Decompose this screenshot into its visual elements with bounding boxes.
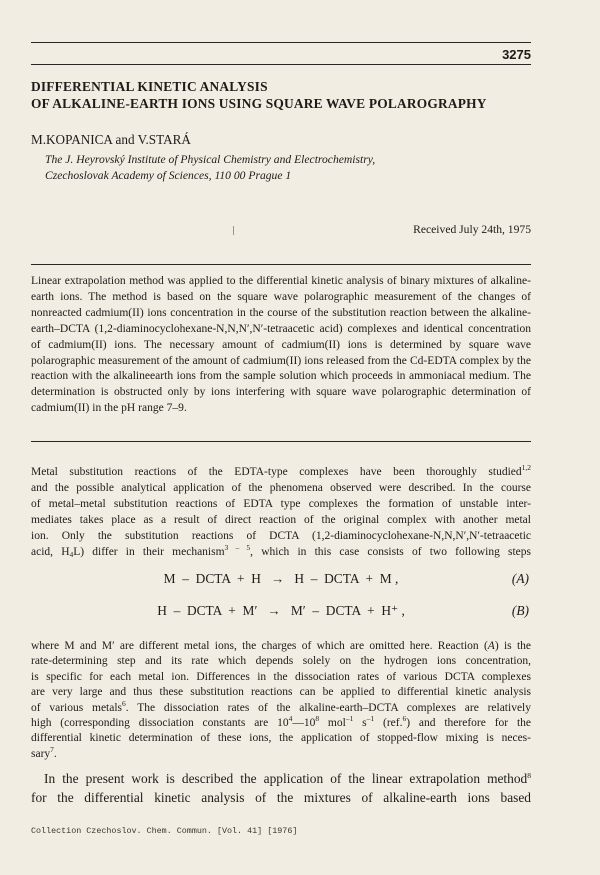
equation-b [31,603,531,621]
article-title [31,78,551,112]
p3-line: for the differential kinetic analysis of the mixtures of alkaline-earth ions based [31,790,531,805]
p2-line: high (corresponding dissociation constants are $10^4—10^8$ mol$^{-1}$ $s^{-1}$ (ref.$^6$) and therefore for the [31,714,532,730]
print-mark [233,226,234,235]
p2-line: differential kinetic determination of these ions, the application of stopped-flow mixing is neces- [31,732,531,745]
body-paragraph-1 [31,465,531,560]
p3-line: In the present work is described the application of the linear extrapolation method$^8$ [44,771,531,786]
p2-line: where M and M′ are different metal ions, the charges of which are omitted here. Reaction (A) is the [31,640,531,652]
p1-line: mediates takes place as a result of direct reaction of the original complex with another metal [31,513,531,526]
abstract: Linear extrapolation method was applied to the differential kinetic analysis of binary mixtures of alkaline-earth ions. The method is based on the square wave polarographic measurement of the changes of nonreacted cadmium(II) ions concentration in the course of the substitution reaction between the alkaline-earth–DCTA (1,2-diaminocyclohexane-N,N,N′,N′-tetraacetic acid) complexes and identical concentration of cadmium(II) ions. The necessary amount of cadmium(II) ions is determined by square wave polarographic measurement of the amount of cadmium(II) ions released from the Cd-EDTA complex by the reaction with the alkalineearth ions from the sample solution which proceeds in ammoniacal medium. The determination is obstructed only by ions interfering with square wave polarographic determination of cadmium(II) in the pH range 7–9. [31,275,531,415]
p2-line: rate-determining step and its rate which depends solely on the hydrogen ions concentration, [31,655,531,668]
body-paragraph-2 [31,639,531,762]
equation-b-expression: H – DCTA + M′ → M′ – DCTA + H⁺ , [157,603,405,618]
page-number: 3275 [502,47,531,62]
equation-a-label: (A) [511,571,529,586]
authors: M.KOPANICA and V.STARÁ [31,132,191,147]
abstract-top-rule [31,264,531,265]
p2-line: are very large and thus these substitution reactions can be applied to differential kinetic analysis [31,686,531,699]
body-paragraph-3 [31,769,531,807]
title-line-1: DIFFERENTIAL KINETIC ANALYSIS [31,79,268,94]
p2-line: of various metals$^6$. The dissociation rates of the alkaline-earth–DCTA complexes are relatively [31,698,531,714]
affiliation-line-1: The J. Heyrovský Institute of Physical Chemistry and Electrochemistry, [45,153,376,166]
header-rule-lower [31,64,531,65]
p1-line: of metal–metal substitution reactions of EDTA type complexes the formation of unstable inter- [31,497,531,510]
p1-line: Metal substitution reactions of the EDTA-type complexes have been thoroughly studied$^{1,2}$ [31,463,531,478]
equation-a [31,571,531,589]
header-rule [31,42,531,43]
journal-footer: Collection Czechoslov. Chem. Commun. [Vol. 41] [1976] [31,826,298,836]
p2-line: sary$^7$. [31,744,57,760]
affiliation [45,152,525,184]
equation-a-expression: M – DCTA + H → H – DCTA + M , [163,571,399,586]
p1-line: acid, $H_4L$) differ in their mechanism$^{3 - 5}$, which in this case consists of two following steps [31,542,532,559]
p1-line: ion. Only the substitution reactions of DCTA (1,2-diaminocyclohexane-N,N,N′,N′-tetraacetic [31,529,531,542]
affiliation-line-2: Czechoslovak Academy of Sciences, 110 00 Prague 1 [45,169,292,182]
equation-b-label: (B) [511,603,529,618]
received-date: Received July 24th, 1975 [413,223,531,236]
p2-line: is specific for each metal ion. Differences in the dissociation rates of various DCTA complexes [31,670,531,683]
p1-line: and the possible analytical application of the phenomena observed were described. In the course [31,481,531,494]
title-line-2: OF ALKALINE-EARTH IONS USING SQUARE WAVE POLAROGRAPHY [31,96,487,111]
abstract-bottom-rule [31,441,531,442]
